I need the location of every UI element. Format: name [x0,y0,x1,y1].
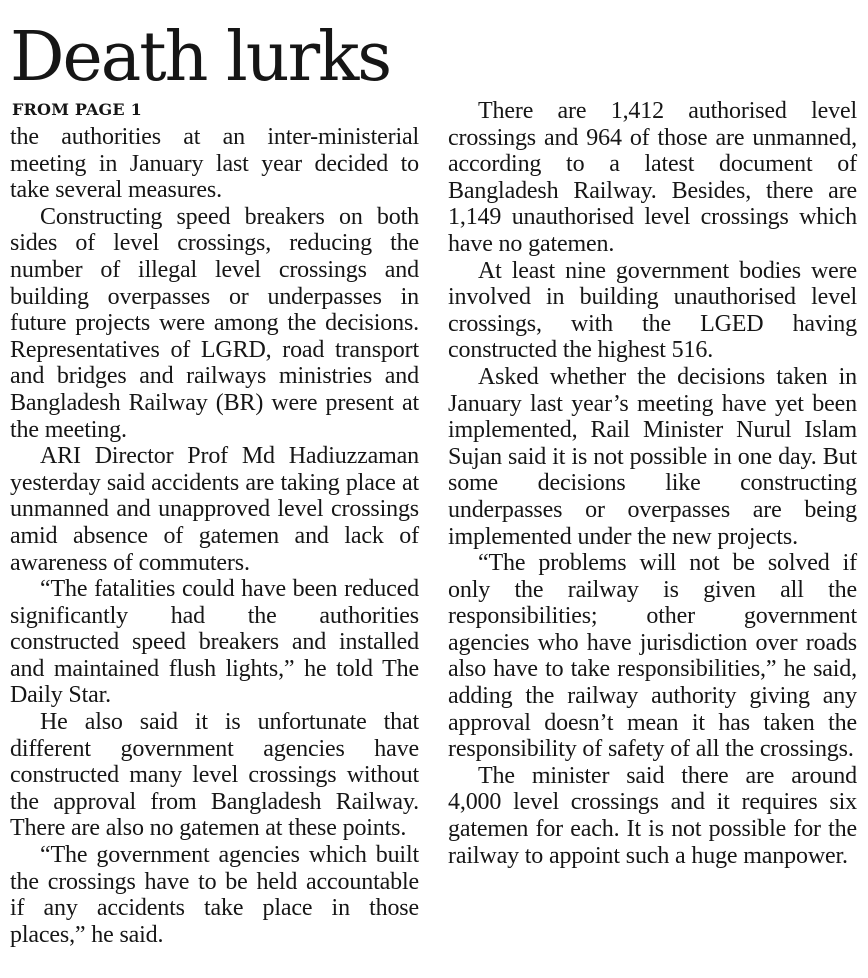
paragraph: “The problems will not be solved if only the railway is given all the responsibilities; other government agencies who have jurisdiction over roads also have to take responsibilities,” he said, adding the railway authority giving any approval doesn’t mean it has taken the responsibility of safety of all the crossings. [448,550,857,763]
jump-label: FROM PAGE 1 [12,100,142,119]
paragraph: There are 1,412 authorised level crossings and 964 of those are unmanned, according to a latest document of Bangladesh Railway. Besides, there are 1,149 unauthorised level crossings which have no gatemen. [448,98,857,257]
paragraph: He also said it is unfortunate that different government agencies have constructed many level crossings without the approval from Bangladesh Railway. There are also no gatemen at these points. [10,709,419,842]
paragraph-continuation: the authorities at an inter-ministerial meeting in January last year decided to take several measures. [10,124,419,204]
paragraph: Asked whether the decisions taken in January last year’s meeting have yet been implemented, Rail Minister Nurul Islam Sujan said it is not possible in one day. But some decisions like constructing underpasses or overpasses are being implemented under the new projects. [448,363,857,550]
paragraph: The minister said there are around 4,000 level crossings and it requires six gatemen for each. It is not possible for the railway to appoint such a huge manpower. [448,762,857,869]
paragraph: ARI Director Prof Md Hadiuzzaman yesterday said accidents are taking place at unmanned and unapproved level crossings amid absence of gatemen and lack of awareness of commuters. [10,443,419,576]
paragraph: At least nine government bodies were involved in building unauthorised level crossings, with the LGED having constructed the highest 516. [448,257,857,364]
paragraph: “The fatalities could have been reduced significantly had the authorities constructed speed breakers and installed and maintained flush lights,” he told The Daily Star. [10,576,419,709]
headline: Death lurks [10,18,391,97]
paragraph: Constructing speed breakers on both sides of level crossings, reducing the number of illegal level crossings and building overpasses or underpasses in future projects were among the decisions. Representatives of LGRD, road transport and bridges and railways ministries and Bangladesh Railway (BR) were present at the meeting. [10,203,419,443]
article-column-right [448,98,857,869]
article-column-left [10,124,419,948]
paragraph: “The government agencies which built the crossings have to be held accountable if any accidents take place in those places,” he said. [10,842,419,948]
